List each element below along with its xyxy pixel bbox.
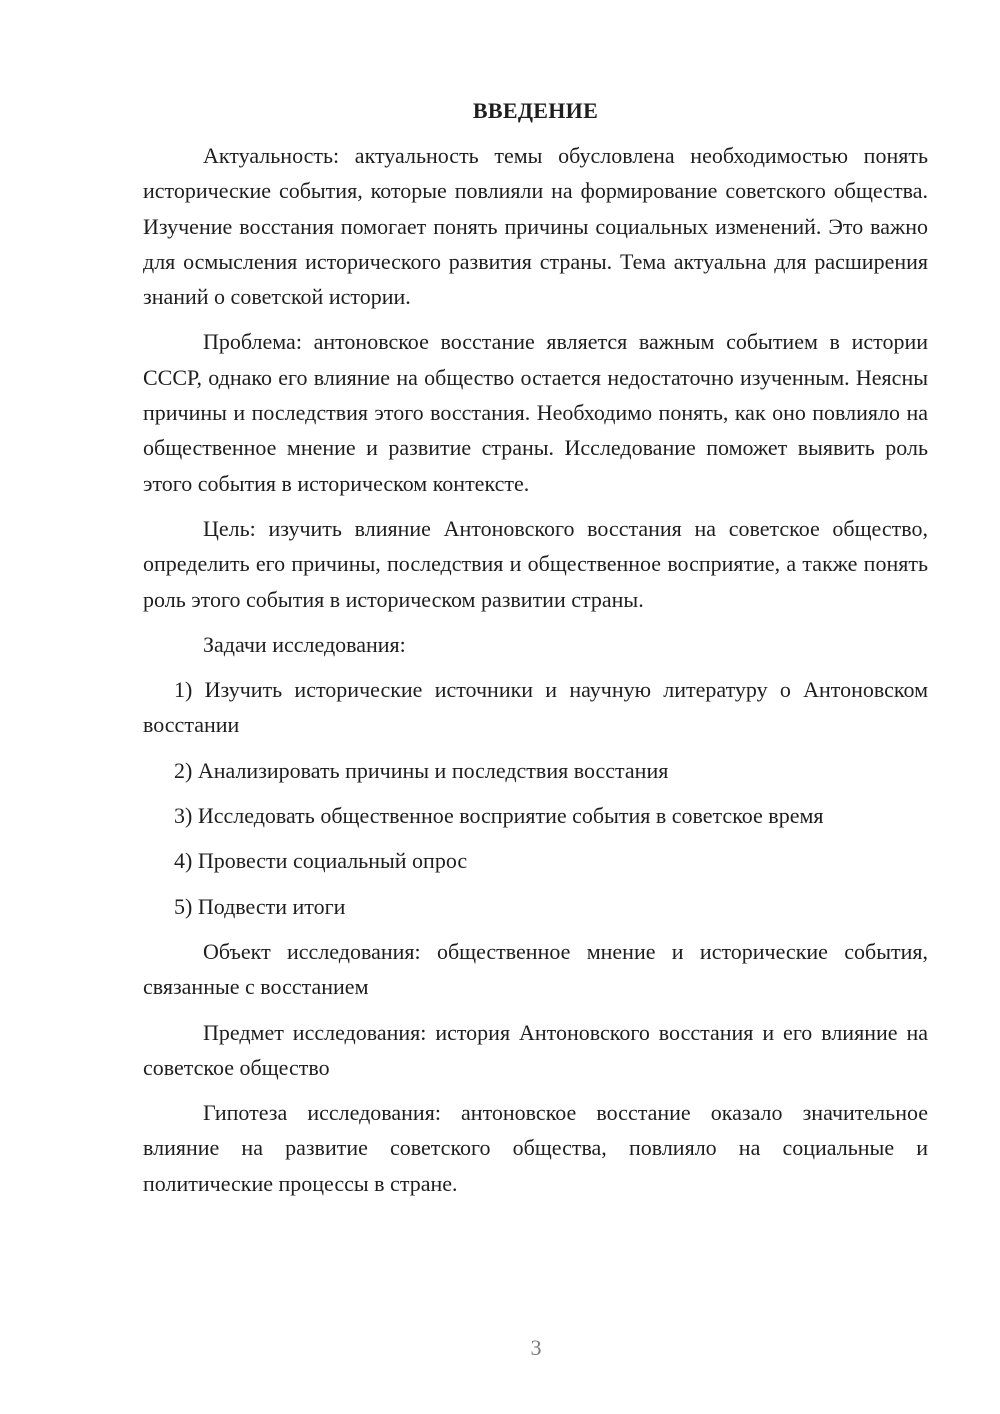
goal-paragraph: Цель: изучить влияние Антоновского восстания на советское общество, определить его причины, последствия и общественное восприятие, а также понять роль этого события в историческом развитии страны.: [143, 515, 928, 612]
hypothesis-paragraph: Гипотеза исследования: антоновское восстание оказало значительное влияние на развитие советского общества, повлияло на социальные и политические процессы в стране.: [143, 1100, 928, 1196]
object-paragraph: Объект исследования: общественное мнение и исторические события, связанные с восстанием: [143, 938, 928, 1000]
task-item-5: 5) Подвести итоги: [174, 893, 346, 919]
relevance-paragraph: Актуальность: актуальность темы обусловлена необходимостью понять исторические события, которые повлияли на формирование советского общества. Изучение восстания помогает понять причины социальных изменений. Это важно для осмысления исторического развития страны. Тема актуальна для расширения знаний о советской истории.: [143, 143, 928, 310]
task-item-3: 3) Исследовать общественное восприятие события в советское время: [174, 803, 824, 829]
task-item-4: 4) Провести социальный опрос: [174, 848, 468, 874]
problem-paragraph: Проблема: антоновское восстание является важным событием в истории СССР, однако его влияние на общество остается недостаточно изученным. Неясны причины и последствия этого восстания. Необходимо понять, как оно повлияло на общественное мнение и развитие страны. Исследование поможет выявить роль этого события в историческом контексте.: [143, 329, 928, 496]
task-item-2: 2) Анализировать причины и последствия восстания: [174, 757, 669, 783]
task-item-1: 1) Изучить исторические источники и научную литературу о Антоновском восстании: [143, 677, 928, 738]
tasks-heading: Задачи исследования:: [203, 631, 406, 657]
page-number: 3: [530, 1335, 542, 1360]
section-title: ВВЕДЕНИЕ: [472, 98, 599, 123]
page-content: [143, 96, 928, 1211]
subject-paragraph: Предмет исследования: история Антоновского восстания и его влияние на советское общество: [143, 1019, 928, 1080]
